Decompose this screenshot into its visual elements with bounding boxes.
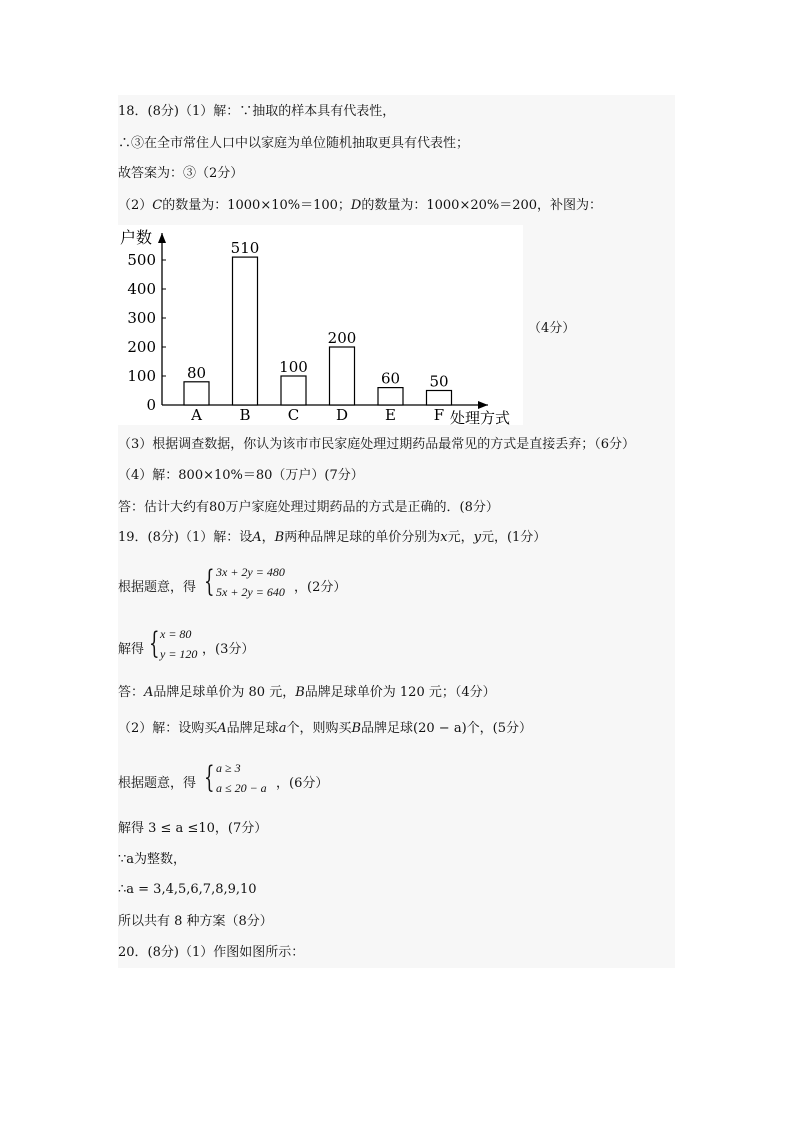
bar-chart: [118, 225, 523, 425]
q19-inequality-brace: {: [204, 760, 215, 795]
q19-solution-1-brace: {: [149, 626, 160, 661]
q19-part2-tail: 个，(5分）: [466, 721, 532, 736]
bar-E: [378, 388, 403, 405]
var-a: A: [252, 530, 262, 545]
q19-answer-b-text: 品牌足球单价为 120 元；（4分）: [304, 685, 496, 700]
q19-part1-tail: 元，(1分）: [480, 530, 547, 545]
q19-part2-text2: 个，则购买: [286, 721, 352, 736]
q19-system-1-eq2: 5x + 2y = 640: [216, 585, 285, 599]
q19-answer-a-text: 品牌足球单价为 80 元，: [153, 685, 296, 700]
q19-solution-1-tail: ，(3分）: [202, 642, 255, 657]
var-y: y: [473, 530, 481, 545]
bar-F: [427, 391, 452, 406]
y-tick-label-500: 500: [127, 251, 156, 269]
answer-sheet: [118, 95, 675, 968]
bar-A: [184, 382, 209, 405]
var-b-2: B: [295, 685, 305, 700]
q19-system-1-tail: ，(2分）: [294, 580, 347, 595]
y-tick-label-200: 200: [127, 338, 156, 356]
q19-answer-prefix: 答：: [118, 685, 145, 700]
x-tick-label-B: B: [239, 406, 251, 424]
bar-value-label-B: 510: [230, 239, 260, 258]
q18-part4-line: （4）解：800×10%＝80（万户）(7分）: [118, 468, 364, 483]
q19-solution-1: [118, 625, 418, 669]
bar-value-label-D: 200: [327, 329, 357, 347]
y-tick-label-300: 300: [127, 309, 156, 327]
bar-B: [233, 257, 258, 405]
q19-system-1-eq1: 3x + 2y = 480: [216, 565, 285, 579]
q19-system-1: [118, 563, 418, 607]
q19-part2-text3: 品牌足球: [361, 721, 414, 736]
y-axis-arrow: [158, 233, 166, 243]
q19-values-line: ∴a = 3,4,5,6,7,8,9,10: [118, 882, 257, 897]
x-tick-label-C: C: [287, 406, 300, 424]
q19-part1-prefix: 19．(8分)（1）解：设: [118, 530, 253, 545]
chart-score-note: （4分）: [528, 321, 576, 336]
q19-answer-line: [118, 684, 496, 702]
chart-bars: [184, 257, 452, 405]
q18-answer-final-line: 答：估计大约有80万户家庭处理过期药品的方式是正确的．(8分）: [118, 500, 499, 515]
q19-inequality-eq2: a ≤ 20 − a: [216, 781, 267, 795]
q19-part1-line: [118, 529, 546, 547]
y-tick-label-400: 400: [127, 280, 156, 298]
bar-value-label-E: 60: [380, 369, 401, 388]
q19-part2-expr: (20 − a): [413, 721, 467, 736]
q18-part3-line: （3）根据调查数据，你认为该市市民家庭处理过期药品最常见的方式是直接丢弃；（6分）: [118, 437, 636, 452]
bar-C: [281, 376, 306, 405]
q18-conclusion-line: ∴③在全市常住人口中以家庭为单位随机抽取更具有代表性；: [118, 136, 470, 151]
q19-yuan: 元，: [447, 530, 474, 545]
bar-chart-container: [118, 225, 523, 425]
bar-value-label-F: 50: [429, 372, 449, 391]
var-a-3: A: [217, 721, 227, 736]
x-axis-arrow: [478, 401, 488, 409]
q19-system-1-label: 根据题意，得: [118, 580, 197, 595]
bar-value-label-C: 100: [279, 358, 308, 376]
q19-inequality-eq1: a ≥ 3: [216, 761, 241, 775]
q19-comma: ，: [261, 530, 275, 545]
q19-inequality-system: [118, 758, 418, 802]
q19-part1-mid: 两种品牌足球的单价分别为: [284, 530, 441, 545]
bar-value-label-A: 80: [186, 363, 207, 382]
x-tick-label-A: A: [191, 406, 202, 424]
var-c: C: [152, 198, 163, 213]
x-tick-label-F: F: [433, 406, 445, 424]
q20-part1-line: 20．(8分)（1）作图如图所示：: [118, 945, 305, 960]
q19-part2-line: [118, 720, 532, 738]
q19-solution-1-label: 解得: [118, 642, 145, 657]
q18-part2-prefix: （2）: [118, 198, 153, 213]
x-axis-title: 处理方式: [450, 409, 511, 425]
x-tick-label-D: D: [335, 406, 349, 424]
q19-part2-text1: 品牌足球: [226, 721, 279, 736]
q19-inequality-label: 根据题意，得: [118, 776, 197, 791]
var-a-2: A: [144, 685, 154, 700]
var-b: B: [274, 530, 285, 545]
y-tick-label-0: 0: [146, 396, 156, 414]
q19-solution-1-eq1: x = 80: [160, 627, 192, 641]
var-a-lower: a: [278, 721, 287, 736]
q19-conclusion-line: 所以共有 8 种方案（8分）: [118, 914, 273, 929]
var-d: D: [350, 198, 362, 213]
q18-part1-line: 18．(8分)（1）解：∵抽取的样本具有代表性，: [118, 104, 396, 119]
q19-integer-line: ∵a为整数，: [118, 852, 187, 867]
var-b-3: B: [351, 721, 362, 736]
y-axis-title: 户数: [120, 228, 153, 247]
q18-part2-line: [118, 197, 602, 215]
q19-inequality-tail: ，(6分）: [276, 776, 329, 791]
bar-D: [330, 347, 355, 405]
q19-part2-prefix: （2）解：设购买: [118, 721, 218, 736]
q18-answer-line: 故答案为：③（2分）: [118, 166, 244, 181]
q19-solution-1-eq2: y = 120: [160, 647, 198, 661]
x-tick-label-E: E: [385, 406, 396, 424]
q19-system-1-brace: {: [204, 564, 215, 599]
q18-part2-d-text: 的数量为：1000×20%＝200，补图为：: [361, 198, 603, 213]
var-x: x: [440, 530, 448, 545]
y-tick-label-100: 100: [127, 367, 156, 385]
q18-part2-c-text: 的数量为：1000×10%＝100；: [162, 198, 351, 213]
q19-solve-range-line: 解得 3 ≤ a ≤10，(7分）: [118, 821, 268, 836]
